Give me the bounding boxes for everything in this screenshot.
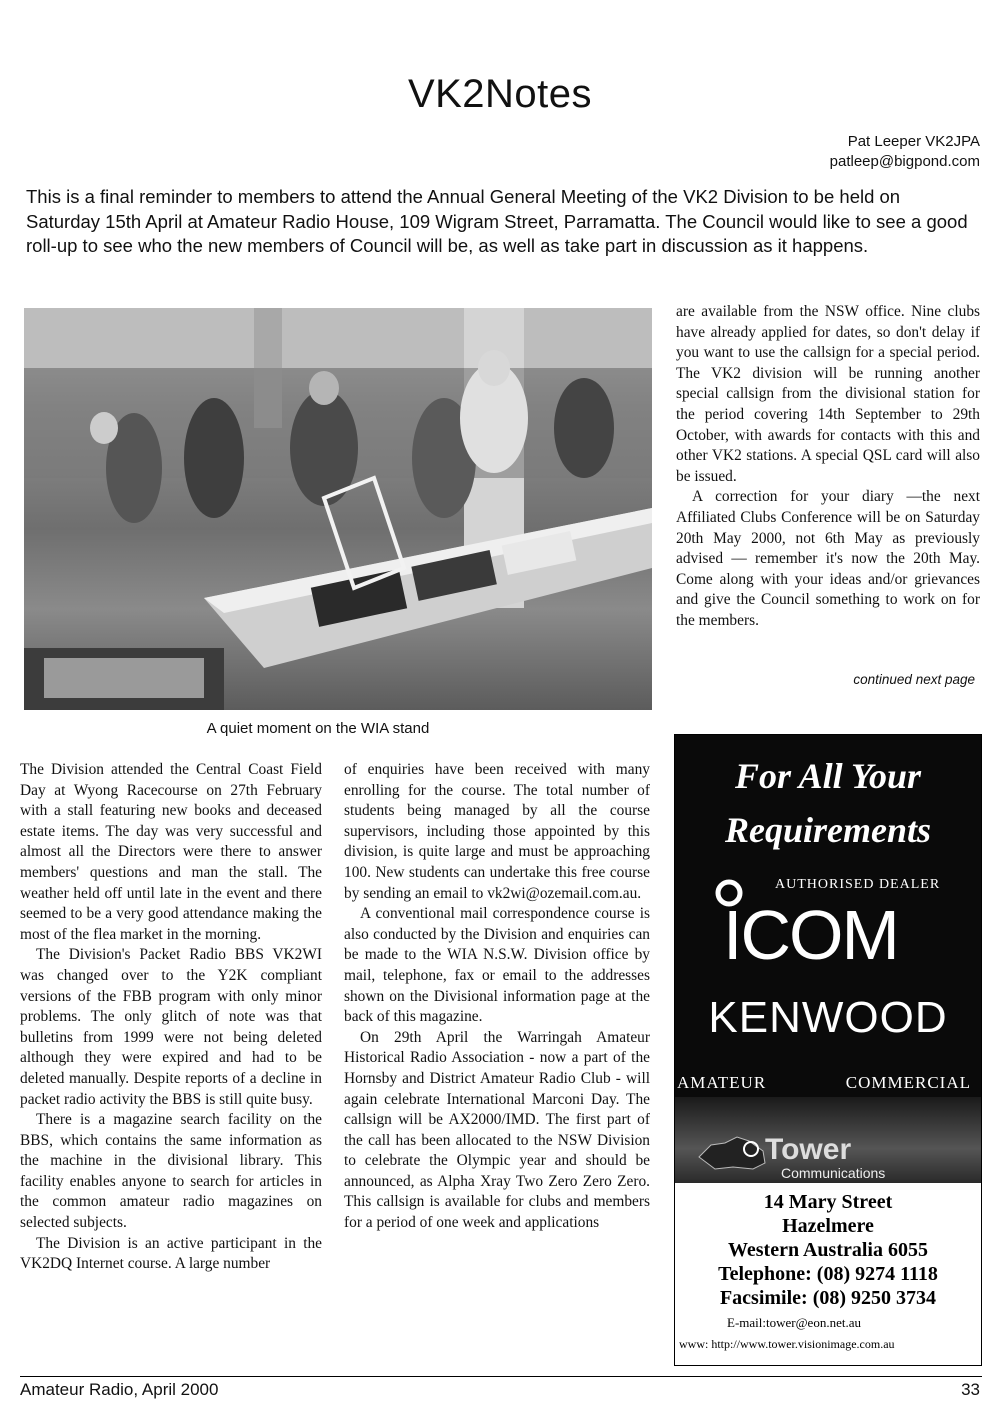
ad-headline-1: For All Your [734,756,922,796]
tower-brand: Tower [765,1133,852,1166]
author-name: Pat Leeper VK2JPA [847,133,980,150]
amateur-label: AMATEUR [677,1073,767,1092]
intro-paragraph: This is a final reminder to members to attend the Annual General Meeting of the VK2 Division to be held on Saturday 15th April at Amateur Radio House, 109 Wigram Street, Parramatta. The Council would like to see a good roll-up to see who the new members of Council will be, as well as take part in discussion as it happens. [26,186,968,256]
page-title: VK2Notes [407,72,593,116]
middle-column-text [344,760,650,1234]
icom-brand: ICOM [723,896,898,974]
ad-email: E-mail:tower@eon.net.au [727,1315,861,1330]
paragraph: The Division is an active participant in the VK2DQ Internet course. A large number [20,1234,322,1273]
ad-street: 14 Mary Street [763,1191,893,1213]
paragraph: A conventional mail correspondence course is also conducted by the Division and enquiries can be made to the WIA N.S.W. Division office by mail, telephone, fax or email to the addresses shown on the Divisional information page at the back of this magazine. [344,905,650,1026]
page-number: 33 [961,1380,980,1399]
footer-rule [20,1376,982,1377]
author-email: patleep@bigpond.com [829,153,980,170]
authorised-dealer-label: AUTHORISED DEALER [775,877,941,892]
paragraph: of enquiries have been received with many enrolling for the course. The total number of students being managed by all the course supervisors, including those appointed by this division, is quite large and must be approaching 100. New students can undertake this free course by sending an email to vk2wi@ozemail.com.au. [344,761,650,902]
australia-map-icon [693,1133,773,1173]
photo-illustration [24,308,652,710]
ad-suburb: Hazelmere [782,1215,874,1237]
continued-note: continued next page [853,672,975,687]
ad-headline-2: Requirements [724,810,931,850]
paragraph: There is a magazine search facility on the BBS, which contains the same information as the machine in the divisional library. This facility enables anyone to search for articles in the common amateur radio magazines on selected subjects. [20,1111,322,1232]
wia-stand-photo [24,308,652,710]
paragraph: On 29th April the Warringah Amateur Historical Radio Association - now a part of the Hornsby and District Amateur Radio Club - will again celebrate International Marconi Day. The callsign will be AX2000/IMD. The first part of the call has been allocated to the NSW Division to celebrate the Olympic year and should be announced, as Alpha Xray Two Zero Zero Zero. This callsign is available for clubs and members for a period of one week and applications [344,1028,650,1232]
ad-telephone: Telephone: (08) 9274 1118 [718,1263,938,1285]
byline [830,132,980,172]
paragraph: The Division attended the Central Coast Field Day at Wyong Racecourse on 27th February with a stall featuring new books and deceased estate items. The day was very successful and almost all the Directors were there to answer members' questions and man the stall. The weather held off until late in the event and there seemed to be a very good attendance making the most of the flea market in the morning. [20,761,322,943]
tower-subtitle: Communications [781,1165,886,1181]
paragraph: A correction for your diary —the next Affiliated Clubs Conference will be on Saturday 20th May 2000, not 6th May as previously advised — remember it's now the 20th May. Come along with your ideas and/or grievances and give the Council something to work on for the members. [676,488,980,629]
paragraph: are available from the NSW office. Nine clubs have already applied for dates, so don't delay if you want to use the callsign for a special period. The VK2 division will be running another special callsign from the divisional station for the period covering 14th September to 29th October, with awards for contacts with this and other VK2 stations. A special QSL card will also be issued. [676,303,980,485]
photo-caption: A quiet moment on the WIA stand [206,720,430,737]
ad-state: Western Australia 6055 [728,1239,928,1261]
ad-website: www: http://www.tower.visionimage.com.au [679,1337,895,1351]
ad-dark-panel [675,735,981,1183]
right-column-text [676,302,980,632]
commercial-label: COMMERCIAL [845,1073,971,1092]
left-column-text [20,760,322,1275]
ad-facsimile: Facsimile: (08) 9250 3734 [719,1287,937,1309]
tower-communications-ad [674,734,982,1366]
footer-magazine: Amateur Radio, April 2000 [20,1380,219,1399]
paragraph: The Division's Packet Radio BBS VK2WI was changed over to the Y2K compliant versions of the FBB program with only minor problems. The only glitch of note was that bulletins from 1999 were not being deleted although they were expired and had to be deleted manually. Despite reports of a decline in packet radio activity the BBS is still quite busy. [20,946,322,1108]
kenwood-brand: KENWOOD [708,993,948,1042]
